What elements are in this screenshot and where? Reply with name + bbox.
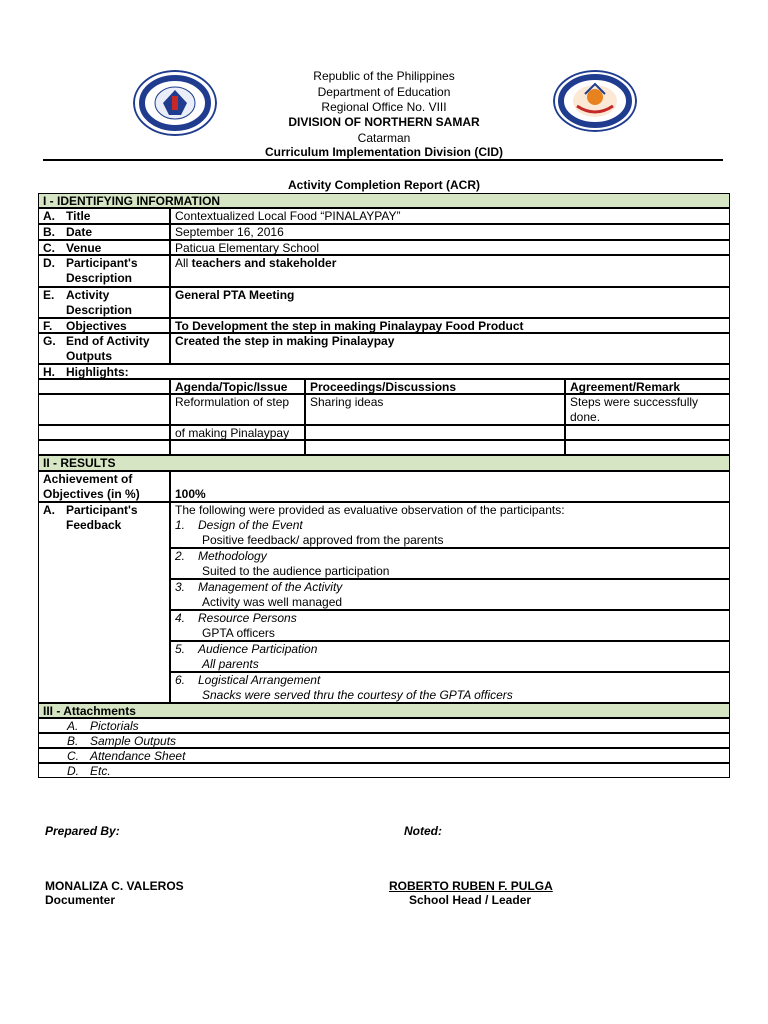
attachment-item: D. Etc. bbox=[38, 763, 730, 778]
attachment-item: C. Attendance Sheet bbox=[38, 748, 730, 763]
section-attachments-heading: III - Attachments bbox=[38, 703, 730, 718]
end-outputs-value: Created the step in making Pinalaypay bbox=[170, 333, 730, 364]
highlights-header-proceedings: Proceedings/Discussions bbox=[305, 379, 565, 394]
participants-value: All teachers and stakeholder bbox=[170, 255, 730, 287]
table-cell: Steps were successfully done. bbox=[565, 394, 730, 425]
table-cell bbox=[565, 425, 730, 440]
feedback-item: The following were provided as evaluative observation of the participants: 1. Design of the Event Positive feedback/ approved from the parents bbox=[170, 502, 730, 548]
division-line: DIVISION OF NORTHERN SAMAR bbox=[288, 115, 480, 129]
date-label: B. Date bbox=[38, 224, 170, 240]
attachment-item: B. Sample Outputs bbox=[38, 733, 730, 748]
feedback-label: A. Participant's Feedback bbox=[38, 502, 170, 703]
feedback-item: 6. Logistical Arrangement Snacks were served thru the courtesy of the GPTA officers bbox=[170, 672, 730, 703]
prepared-name: MONALIZA C. VALEROS bbox=[45, 879, 184, 893]
feedback-item: 4. Resource Persons GPTA officers bbox=[170, 610, 730, 641]
highlights-blank-cell bbox=[38, 394, 170, 425]
header-divider bbox=[43, 159, 723, 161]
table-cell: of making Pinalaypay bbox=[170, 425, 305, 440]
highlights-blank-cell bbox=[38, 379, 170, 394]
title-value: Contextualized Local Food “PINALAYPAY” bbox=[170, 208, 730, 224]
attachment-item: A. Pictorials bbox=[38, 718, 730, 733]
table-cell bbox=[305, 440, 565, 455]
report-title: Activity Completion Report (ACR) bbox=[288, 178, 480, 192]
prepared-role: Documenter bbox=[45, 893, 116, 907]
cid-line: Curriculum Implementation Division (CID) bbox=[264, 145, 504, 159]
achievement-label: Achievement of Objectives (in %) bbox=[38, 471, 170, 502]
republic-line: Republic of the Philippines bbox=[313, 69, 455, 83]
acr-form bbox=[38, 193, 730, 777]
feedback-intro: The following were provided as evaluative observation of the participants: bbox=[175, 503, 565, 517]
highlights-label: H. Highlights: bbox=[38, 364, 730, 379]
feedback-item: 3. Management of the Activity Activity was well managed bbox=[170, 579, 730, 610]
department-line: Department of Education bbox=[317, 85, 451, 99]
venue-label: C. Venue bbox=[38, 240, 170, 255]
participants-label: D. Participant's Description bbox=[38, 255, 170, 287]
highlights-header-agenda: Agenda/Topic/Issue bbox=[170, 379, 305, 394]
noted-name: ROBERTO RUBEN F. PULGA bbox=[389, 879, 553, 893]
title-label: A. Title bbox=[38, 208, 170, 224]
highlights-blank-cell bbox=[38, 440, 170, 455]
table-cell: Reformulation of step bbox=[170, 394, 305, 425]
highlights-header-agreement: Agreement/Remark bbox=[565, 379, 730, 394]
table-cell bbox=[170, 440, 305, 455]
prepared-by-label: Prepared By: bbox=[45, 824, 120, 838]
venue-value: Paticua Elementary School bbox=[170, 240, 730, 255]
section-results-heading: II - RESULTS bbox=[38, 455, 730, 471]
table-cell: Sharing ideas bbox=[305, 394, 565, 425]
city-line: Catarman bbox=[357, 131, 411, 145]
date-value: September 16, 2016 bbox=[170, 224, 730, 240]
feedback-item: 2. Methodology Suited to the audience participation bbox=[170, 548, 730, 579]
table-cell bbox=[565, 440, 730, 455]
achievement-value: 100% bbox=[170, 471, 730, 502]
noted-label: Noted: bbox=[404, 824, 442, 838]
end-outputs-label: G. End of Activity Outputs bbox=[38, 333, 170, 364]
activity-value: General PTA Meeting bbox=[170, 287, 730, 318]
section-identifying-heading: I - IDENTIFYING INFORMATION bbox=[38, 193, 730, 208]
objectives-label: F. Objectives bbox=[38, 318, 170, 333]
feedback-item: 5. Audience Participation All parents bbox=[170, 641, 730, 672]
noted-role: School Head / Leader bbox=[409, 893, 532, 907]
region-line: Regional Office No. VIII bbox=[321, 100, 447, 114]
table-cell bbox=[305, 425, 565, 440]
activity-label: E. Activity Description bbox=[38, 287, 170, 318]
highlights-blank-cell bbox=[38, 425, 170, 440]
objectives-value: To Development the step in making Pinalaypay Food Product bbox=[170, 318, 730, 333]
